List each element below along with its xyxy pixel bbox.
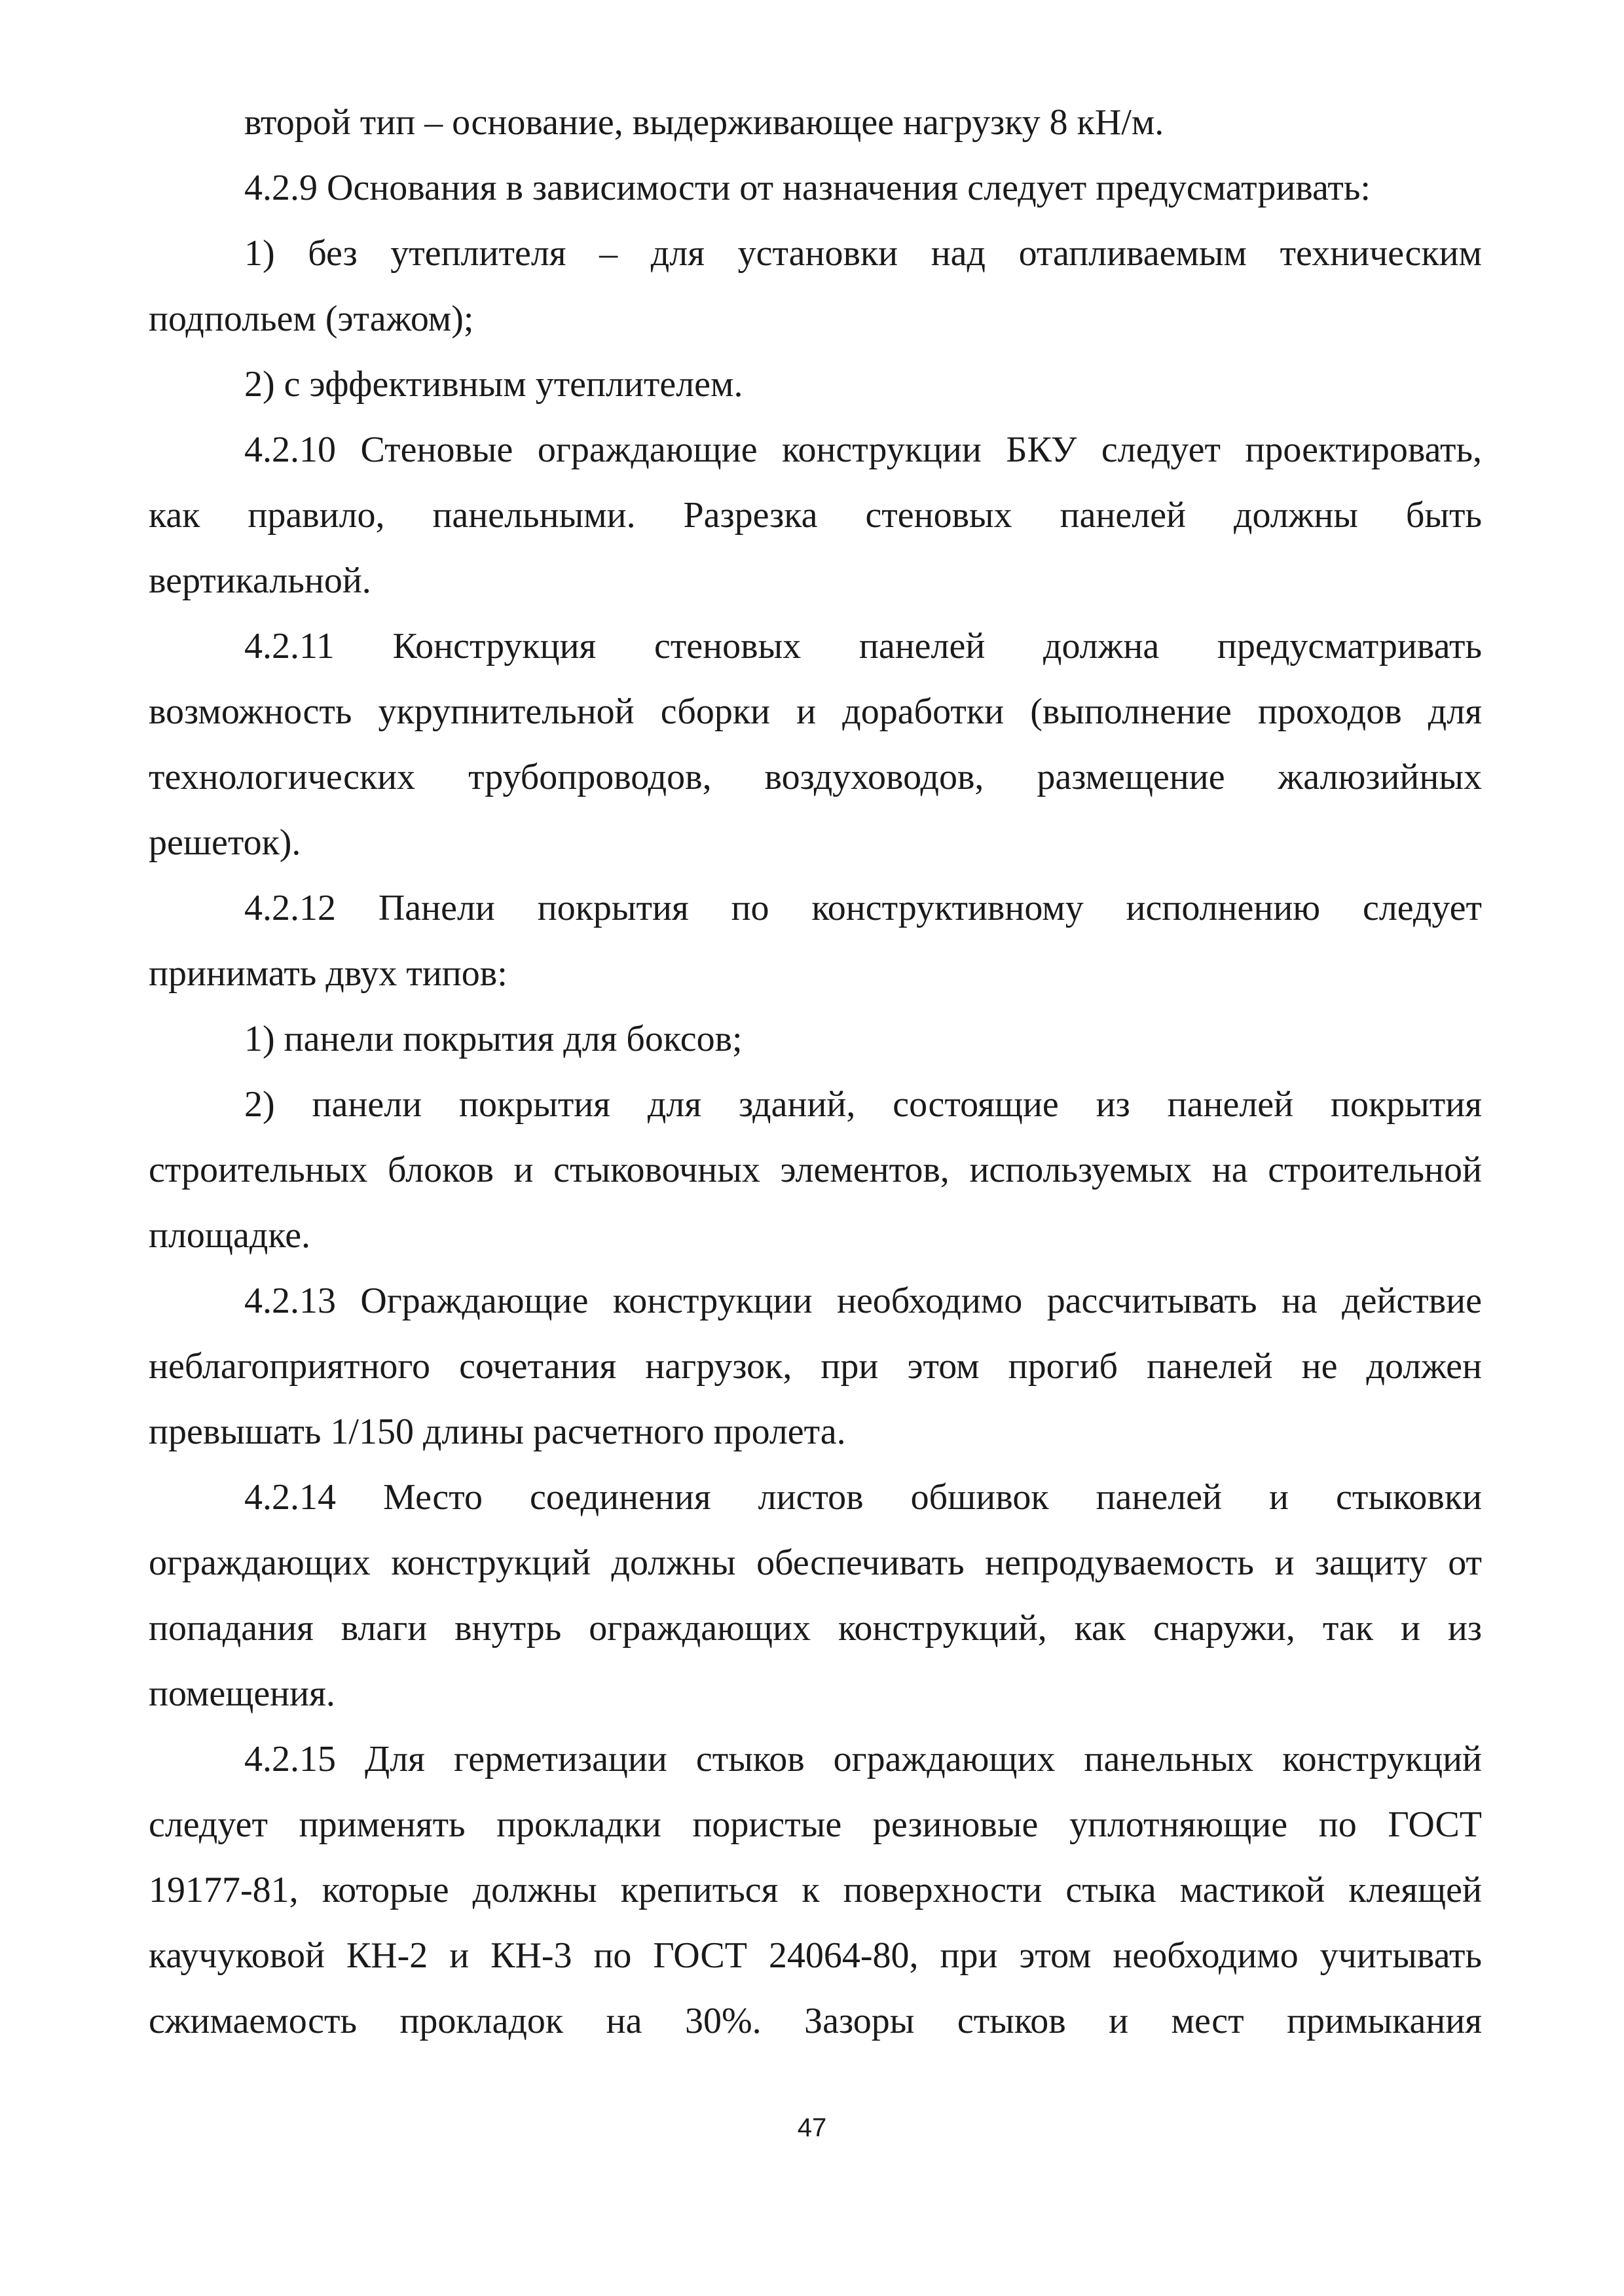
text-line: решеток). bbox=[149, 822, 301, 863]
text-line: сжимаемость прокладок на 30%. Зазоры стыков и мест примыкания bbox=[149, 2001, 1482, 2041]
text-line: второй тип – основание, выдерживающее нагрузку 8 кН/м. bbox=[244, 102, 1164, 143]
text-line: превышать 1/150 длины расчетного пролета. bbox=[149, 1412, 846, 1452]
text-line: 4.2.14 Место соединения листов обшивок панелей и стыковки bbox=[244, 1477, 1482, 1518]
text-line: 4.2.12 Панели покрытия по конструктивному исполнению следует bbox=[244, 888, 1482, 928]
text-line: как правило, панельными. Разрезка стеновых панелей должны быть bbox=[149, 495, 1482, 536]
text-line: попадания влаги внутрь ограждающих конструкций, как снаружи, так и из bbox=[149, 1608, 1482, 1649]
text-line: неблагоприятного сочетания нагрузок, при этом прогиб панелей не должен bbox=[149, 1346, 1482, 1387]
text-line: каучуковой КН-2 и КН-3 по ГОСТ 24064-80, при этом необходимо учитывать bbox=[149, 1935, 1482, 1976]
text-line: 2) с эффективным утеплителем. bbox=[244, 364, 743, 405]
text-line: следует применять прокладки пористые резиновые уплотняющие по ГОСТ bbox=[149, 1804, 1482, 1845]
text-line: 4.2.13 Ограждающие конструкции необходимо рассчитывать на действие bbox=[244, 1281, 1482, 1321]
text-line: помещения. bbox=[149, 1673, 335, 1714]
text-line: ограждающих конструкций должны обеспечивать непродуваемость и защиту от bbox=[149, 1542, 1482, 1583]
text-line: вертикальной. bbox=[149, 560, 371, 601]
text-line: 19177-81, которые должны крепиться к поверхности стыка мастикой клеящей bbox=[149, 1870, 1482, 1910]
text-line: 1) без утеплителя – для установки над отапливаемым техническим bbox=[244, 233, 1482, 274]
text-line: возможность укрупнительной сборки и доработки (выполнение проходов для bbox=[149, 691, 1482, 732]
page-number: 47 bbox=[797, 2113, 827, 2142]
text-line: 4.2.10 Стеновые ограждающие конструкции БКУ следует проектировать, bbox=[244, 429, 1482, 470]
text-line: площадке. bbox=[149, 1215, 311, 1256]
text-line: принимать двух типов: bbox=[149, 953, 507, 994]
text-line: технологических трубопроводов, воздуховодов, размещение жалюзийных bbox=[149, 757, 1482, 797]
text-line: 4.2.11 Конструкция стеновых панелей должна предусматривать bbox=[244, 626, 1482, 666]
text-line: 2) панели покрытия для зданий, состоящие из панелей покрытия bbox=[244, 1084, 1482, 1125]
text-line: 4.2.15 Для герметизации стыков ограждающих панельных конструкций bbox=[244, 1739, 1482, 1779]
text-line: 4.2.9 Основания в зависимости от назначения следует предусматривать: bbox=[244, 168, 1371, 208]
text-line: 1) панели покрытия для боксов; bbox=[244, 1019, 743, 1059]
text-line: строительных блоков и стыковочных элементов, используемых на строительной bbox=[149, 1150, 1482, 1190]
text-line: подпольем (этажом); bbox=[149, 299, 474, 339]
